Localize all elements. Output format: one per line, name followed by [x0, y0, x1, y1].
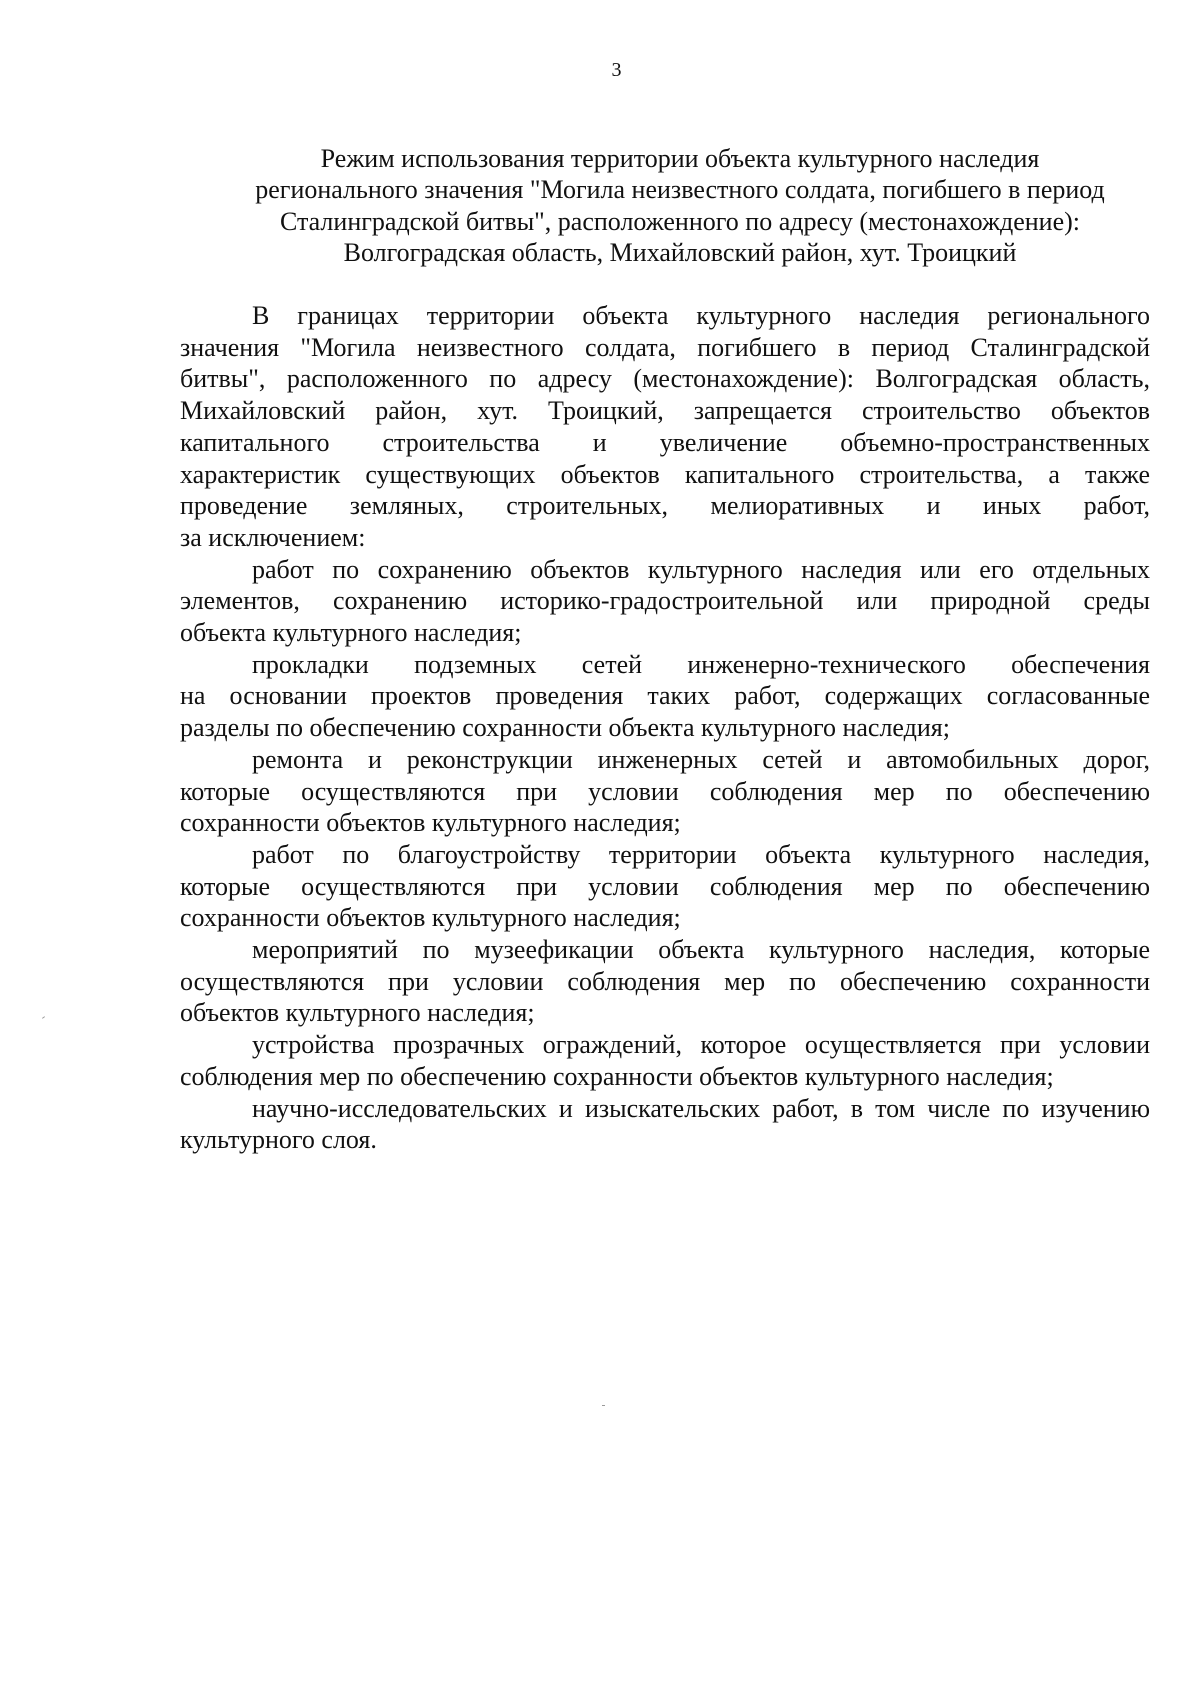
title-line: Волгоградская область, Михайловский район, хут. Троицкий — [343, 237, 1017, 267]
body-line: битвы", расположенного по адресу (местонахождение): Волгоградская область, — [180, 364, 1150, 394]
list-item-line: культурного слоя. — [180, 1125, 377, 1155]
body-line: Михайловский район, хут. Троицкий, запрещается строительство объектов — [180, 396, 1150, 426]
list-item-line: мероприятий по музеефикации объекта культурного наследия, которые — [252, 935, 1150, 965]
list-item-line: элементов, сохранению историко-градостроительной или природной среды — [180, 586, 1150, 616]
body-line: В границах территории объекта культурного наследия регионального — [252, 301, 1150, 330]
list-item-line: работ по сохранению объектов культурного наследия или его отдельных — [252, 554, 1150, 584]
title-line: Режим использования территории объекта культурного наследия — [320, 144, 1040, 173]
list-item-line: сохранности объектов культурного наследия; — [180, 808, 681, 838]
scan-speck — [42, 1016, 45, 1019]
list-item-line: устройства прозрачных ограждений, которое осуществляется при условии — [252, 1030, 1150, 1060]
body-line: характеристик существующих объектов капитального строительства, а также — [180, 459, 1150, 489]
list-item-line: ремонта и реконструкции инженерных сетей и автомобильных дорог, — [252, 744, 1150, 774]
title-line: регионального значения "Могила неизвестного солдата, погибшего в период — [255, 175, 1105, 205]
list-item-line: разделы по обеспечению сохранности объекта культурного наследия; — [180, 713, 950, 743]
list-item-line: прокладки подземных сетей инженерно-технического обеспечения — [252, 649, 1150, 679]
list-item-line: объектов культурного наследия; — [180, 998, 535, 1028]
list-item-line: которые осуществляются при условии соблюдения мер по обеспечению — [180, 871, 1150, 901]
document-body — [180, 300, 1150, 1156]
list-item-line: научно-исследовательских и изыскательских работ, в том числе по изучению — [252, 1093, 1150, 1123]
list-item-line: которые осуществляются при условии соблюдения мер по обеспечению — [180, 776, 1150, 806]
body-line: проведение земляных, строительных, мелиоративных и иных работ, — [180, 491, 1150, 521]
document-title — [180, 143, 1180, 268]
list-item-line: работ по благоустройству территории объекта культурного наследия, — [252, 839, 1150, 869]
body-line: за исключением: — [180, 522, 366, 552]
page-number: 3 — [611, 59, 622, 81]
list-item-line: объекта культурного наследия; — [180, 618, 522, 648]
title-line: Сталинградской битвы", расположенного по адресу (местонахождение): — [279, 206, 1081, 236]
body-line: капитального строительства и увеличение объемно-пространственных — [180, 427, 1150, 457]
body-line: значения "Могила неизвестного солдата, погибшего в период Сталинградской — [180, 332, 1150, 362]
list-item-line: на основании проектов проведения таких работ, содержащих согласованные — [180, 681, 1150, 711]
list-item-line: соблюдения мер по обеспечению сохранности объектов культурного наследия; — [180, 1061, 1054, 1091]
list-item-line: сохранности объектов культурного наследия; — [180, 903, 681, 933]
list-item-line: осуществляются при условии соблюдения мер по обеспечению сохранности — [180, 966, 1150, 996]
scan-speck — [602, 1405, 605, 1406]
